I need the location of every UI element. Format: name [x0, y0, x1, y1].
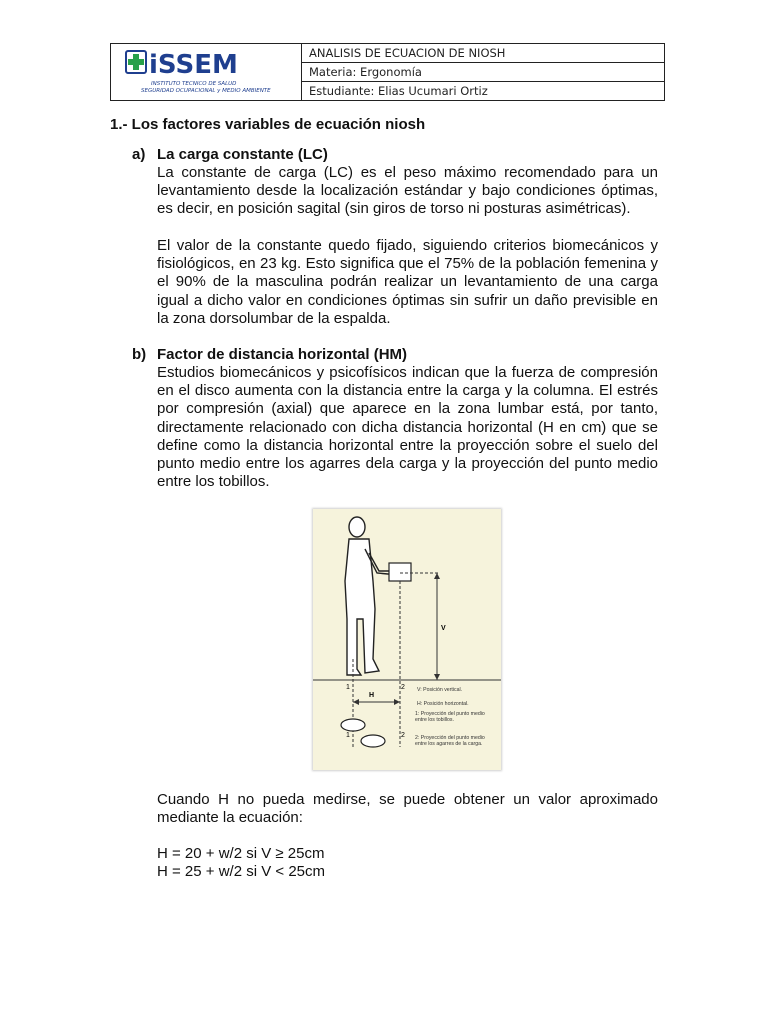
- label-h: H: [369, 692, 375, 699]
- svg-text:2: 2: [401, 732, 405, 739]
- item-a-heading: La carga constante (LC): [157, 146, 328, 163]
- figure-legend: [415, 687, 497, 765]
- label-v: V: [441, 625, 446, 632]
- item-b-heading: Factor de distancia horizontal (HM): [157, 346, 408, 363]
- after-figure-paragraph: Cuando H no pueda medirse, se puede obtener un valor aproximado mediante la ecuación:: [157, 791, 658, 827]
- label-1: 1: [346, 684, 350, 691]
- equation-2: H = 25 + w/2 si V < 25cm: [157, 863, 325, 880]
- header-info: [302, 44, 664, 100]
- header-subject: Materia: Ergonomía: [302, 63, 664, 82]
- logo-graphic: [111, 44, 300, 100]
- header-student: Estudiante: Elias Ucumari Ortiz: [309, 84, 488, 98]
- svg-text:1: 1: [346, 732, 350, 739]
- legend-h: H: Posición horizontal.: [417, 701, 469, 707]
- logo-subtitle-1: INSTITUTO TECNICO DE SALUD: [151, 81, 237, 87]
- equation-1: H = 20 + w/2 si V ≥ 25cm: [157, 845, 325, 862]
- section-title: 1.- Los factores variables de ecuación niosh: [110, 116, 426, 133]
- person-figure: [345, 517, 401, 675]
- item-b-marker: b): [132, 346, 147, 363]
- legend-v: V: Posición vertical.: [417, 687, 463, 693]
- load-box: [389, 563, 411, 581]
- header-title: ANALISIS DE ECUACION DE NIOSH: [302, 44, 664, 63]
- item-a-paragraph-2: El valor de la constante quedo fijado, siguiendo criterios biomecánicos y fisiológicos, en 23 kg. Esto significa que el 75% de la población femenina y el 90% de la masculina podrán realizar un levantamiento de una carga igual a dicho valor en condiciones óptimas sin sufrir un daño previsible en la zona dorsolumbar de la espalda.: [157, 237, 658, 327]
- item-b-paragraph-1: Estudios biomecánicos y psicofísicos indican que la fuerza de compresión en el disco aumenta con la distancia entre la carga y la columna. El estrés por compresión (axial) que aparece en la zona lumbar está, por tanto, directamente relacionado con dicha distancia horizontal (H en cm) que se define como la distancia horizontal entre la proyección sobre el suelo del punto medio entre los agarres dela carga y la proyección del punto medio entre los tobillos.: [157, 364, 658, 491]
- legend-2: 2: Proyección del punto medio entre los agarres de la carga.: [415, 735, 485, 747]
- legend-1: 1: Proyección del punto medio entre los tobillos.: [415, 711, 485, 723]
- lifting-diagram: [313, 509, 501, 770]
- logo-subtitle-2: SEGURIDAD OCUPACIONAL y MEDIO AMBIENTE: [141, 88, 271, 94]
- document-header-table: [110, 43, 665, 101]
- logo-text: iSSEM: [149, 50, 238, 80]
- lifting-posture-figure: [313, 509, 501, 770]
- issem-logo: [111, 44, 302, 100]
- label-2: 2: [401, 684, 405, 691]
- item-a-paragraph-1: La constante de carga (LC) es el peso máximo recomendado para un levantamiento desde la localización estándar y bajo condiciones óptimas, es decir, en posición sagital (sin giros de torso ni posturas asimétricas).: [157, 164, 658, 218]
- item-a-marker: a): [132, 146, 146, 163]
